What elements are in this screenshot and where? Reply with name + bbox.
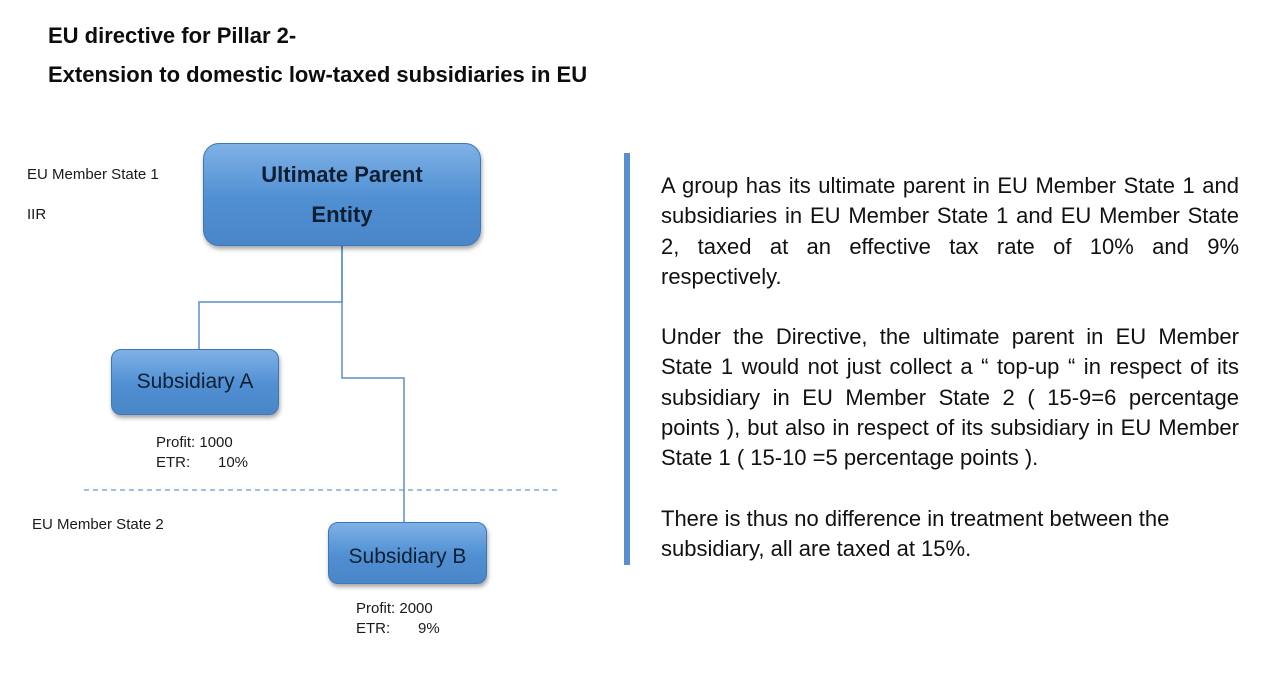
- subsidiary-b-label: Subsidiary B: [348, 545, 467, 568]
- parent-to-subsidiary-b-connector: [342, 246, 404, 522]
- slide-title-line-1: EU directive for Pillar 2-: [48, 23, 297, 48]
- profit-label: Profit:: [156, 434, 196, 451]
- subsidiary-b-stats: [356, 599, 440, 639]
- explanation-paragraph-3: There is thus no difference in treatment between the subsidiary, all are taxed at 15%.: [661, 505, 1170, 561]
- subsidiary-a-etr: 10%: [218, 454, 249, 471]
- parent-to-subsidiary-a-connector: [199, 246, 342, 349]
- slide-title-line-2: Extension to domestic low-taxed subsidiaries in EU: [48, 62, 588, 87]
- subsidiary-b-etr: 9%: [418, 620, 440, 637]
- iir-label: IIR: [27, 206, 47, 223]
- subsidiary-b-box: [328, 522, 487, 584]
- etr-label: ETR:: [356, 620, 391, 637]
- ultimate-parent-label-line2: Entity: [311, 201, 373, 227]
- subsidiary-a-profit: 1000: [199, 434, 233, 451]
- subsidiary-a-stats: [156, 433, 248, 473]
- explanation-paragraph-2: Under the Directive, the ultimate parent in EU Member State 1 would not just collect a “ top-up “ in respect of its subsidiary in EU Member State 2 ( 15-9=6 percentage points ), but also in respect of its subsidiary in EU Member State 1 ( 15-10 =5 percentage points ).: [661, 324, 1239, 471]
- subsidiary-a-label: Subsidiary A: [136, 370, 254, 393]
- explanation-text: [661, 171, 1239, 594]
- subsidiary-b-profit: 2000: [399, 600, 433, 617]
- ultimate-parent-entity-box: [203, 143, 481, 246]
- member-state-1-label: EU Member State 1: [27, 166, 159, 183]
- vertical-divider: [624, 153, 630, 565]
- explanation-paragraph-1: A group has its ultimate parent in EU Member State 1 and subsidiaries in EU Member State 1 and EU Member State 2, taxed at an effective tax rate of 10% and 9% respectively.: [661, 173, 1239, 289]
- ultimate-parent-label-line1: Ultimate Parent: [261, 161, 423, 187]
- member-state-2-label: EU Member State 2: [32, 516, 164, 533]
- subsidiary-a-box: [111, 349, 279, 415]
- profit-label: Profit:: [356, 600, 396, 617]
- etr-label: ETR:: [156, 454, 191, 471]
